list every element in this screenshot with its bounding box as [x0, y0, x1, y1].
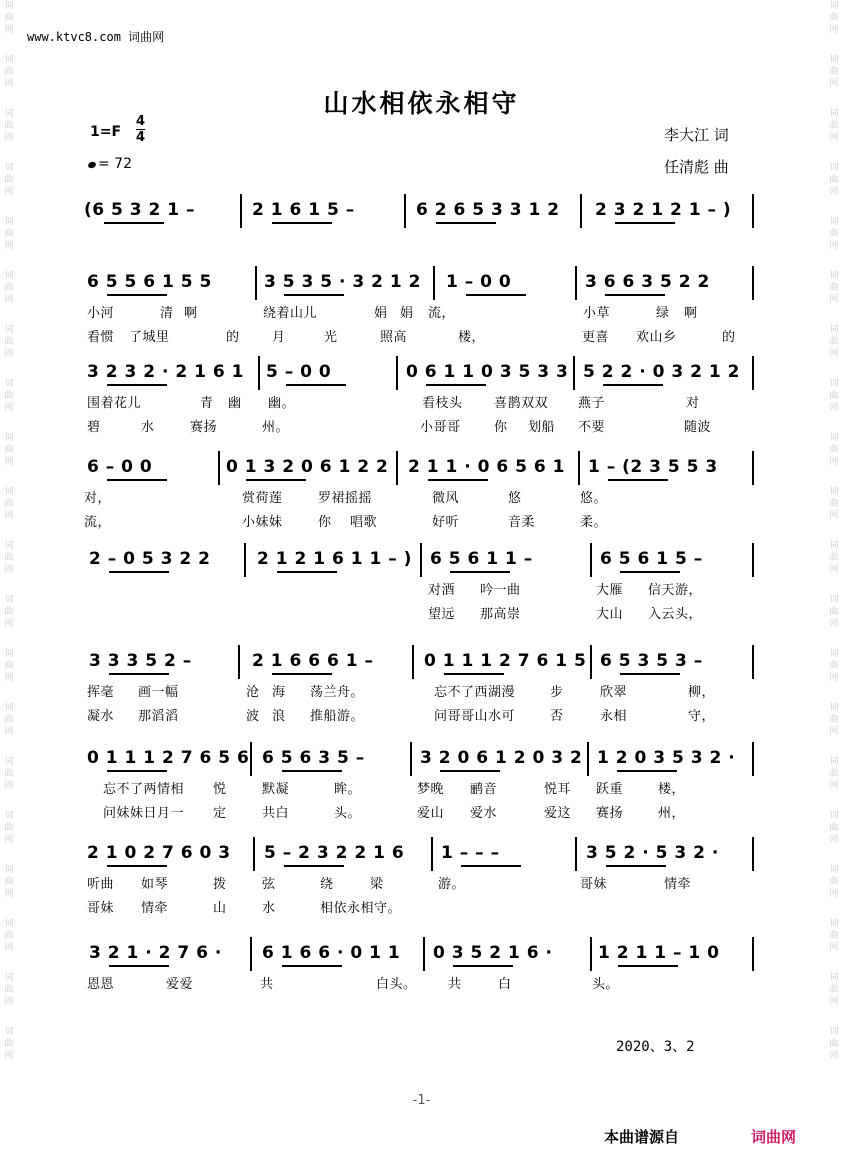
- lyric-verse-1: 弦: [262, 877, 276, 892]
- beam-underline: [605, 294, 665, 296]
- lyric-verse-2: 情牵: [141, 901, 169, 916]
- lyric-verse-2: 不要: [578, 420, 606, 435]
- lyric-verse-2: 头。: [334, 806, 362, 821]
- lyric-verse-2: 水: [141, 420, 155, 435]
- lyric-verse-1: 荡兰舟。: [310, 685, 365, 700]
- lyric-verse-2: 小妹妹: [242, 515, 283, 530]
- measure-notes: 6 5 6 1 5 –: [600, 549, 703, 569]
- measure-notes: 2 1 6 6 6 1 –: [252, 651, 374, 671]
- lyric-verse-2: 推船游。: [310, 709, 365, 724]
- beam-underline: [246, 479, 306, 481]
- bar-line: [423, 937, 425, 971]
- watermark-text: 词 曲 网: [829, 1, 839, 35]
- bar-line: [575, 266, 577, 300]
- site-url[interactable]: www.ktvc8.com 词曲网: [27, 30, 165, 44]
- lyric-verse-2: 守，: [688, 709, 716, 724]
- lyric-verse-2: 山: [213, 901, 227, 916]
- measure-notes: 1 – 0 0: [446, 272, 512, 292]
- bar-line: [752, 266, 754, 300]
- lyric-verse-1: 梦晚: [417, 782, 445, 797]
- lyric-verse-1: 幽。: [268, 396, 296, 411]
- watermark-text: 词 曲 网: [4, 1, 14, 35]
- lyric-verse-2: 碧: [87, 420, 101, 435]
- source-label: 本曲谱源自: [604, 1128, 680, 1146]
- watermark-text: 词 曲 网: [829, 487, 839, 521]
- watermark-text: 词 曲 网: [829, 865, 839, 899]
- lyric-verse-1: 绕着山儿: [263, 306, 318, 321]
- lyric-verse-1: 喜鹊双双: [494, 396, 549, 411]
- lyric-verse-2: 的: [722, 330, 736, 345]
- lyric-verse-1: 流，: [428, 306, 456, 321]
- bar-line: [752, 451, 754, 485]
- watermark-text: 词 曲 网: [829, 1027, 839, 1061]
- bar-line: [590, 543, 592, 577]
- watermark-text: 词 曲 网: [829, 811, 839, 845]
- measure-notes: 1 – – –: [441, 843, 500, 863]
- lyric-verse-2: 州，: [658, 806, 686, 821]
- watermark-text: 词 曲 网: [4, 649, 14, 683]
- bar-line: [258, 356, 260, 390]
- right-watermark-strip: [827, 0, 841, 1172]
- measure-notes: 5 2 2 · 0 3 2 1 2: [583, 362, 740, 382]
- measure-notes: 3 3 3 5 2 –: [89, 651, 192, 671]
- beam-underline: [284, 294, 344, 296]
- beam-underline: [617, 770, 677, 772]
- bar-line: [410, 742, 412, 776]
- watermark-text: 词 曲 网: [4, 433, 14, 467]
- beam-underline: [286, 384, 346, 386]
- beam-underline: [107, 865, 167, 867]
- composition-date: 2020、3、2: [616, 1039, 695, 1055]
- lyric-verse-2: 哥妹: [87, 901, 115, 916]
- beam-underline: [109, 571, 169, 573]
- bar-line: [752, 356, 754, 390]
- watermark-text: 词 曲 网: [4, 595, 14, 629]
- watermark-text: 词 曲 网: [829, 379, 839, 413]
- lyric-verse-2: 那高崇: [480, 607, 521, 622]
- measure-notes: 2 – 0 5 3 2 2: [89, 549, 211, 569]
- lyric-verse-1: 挥毫: [87, 685, 115, 700]
- bar-line: [255, 266, 257, 300]
- lyric-verse-2: 好听: [432, 515, 460, 530]
- lyric-verse-1: 柳，: [688, 685, 716, 700]
- beam-underline: [444, 673, 504, 675]
- watermark-text: 词 曲 网: [4, 217, 14, 251]
- watermark-text: 词 曲 网: [4, 325, 14, 359]
- beam-underline: [107, 770, 167, 772]
- lyric-verse-1: 小草: [583, 306, 611, 321]
- watermark-text: 词 曲 网: [4, 703, 14, 737]
- lyric-verse-2: 大山: [596, 607, 624, 622]
- lyric-verse-1: 娟: [400, 306, 414, 321]
- measure-notes: 6 5 3 5 3 –: [600, 651, 703, 671]
- lyric-verse-1: 共: [448, 977, 462, 992]
- watermark-text: 词 曲 网: [829, 433, 839, 467]
- bar-line: [218, 451, 220, 485]
- bar-line: [752, 837, 754, 871]
- measure-notes: 1 2 0 3 5 3 2 ·: [597, 748, 736, 768]
- lyric-verse-1: 绕: [320, 877, 334, 892]
- measure-notes: 2 1 0 2 7 6 0 3: [87, 843, 231, 863]
- page-number: -1-: [412, 1093, 431, 1108]
- bar-line: [433, 266, 435, 300]
- lyric-verse-2: 光: [324, 330, 338, 345]
- lyric-verse-1: 啊: [184, 306, 198, 321]
- measure-notes: 2 1 6 1 5 –: [252, 200, 355, 220]
- lyric-verse-2: 月: [272, 330, 286, 345]
- watermark-text: 词 曲 网: [829, 217, 839, 251]
- bar-line: [752, 742, 754, 776]
- watermark-text: 词 曲 网: [4, 973, 14, 1007]
- watermark-text: 词 曲 网: [4, 379, 14, 413]
- watermark-text: 词 曲 网: [829, 109, 839, 143]
- lyric-verse-1: 大雁: [596, 583, 624, 598]
- lyricist: 李大江 词: [664, 126, 729, 144]
- beam-underline: [608, 479, 668, 481]
- beam-underline: [107, 294, 167, 296]
- measure-notes: 0 1 1 1 2 7 6 1 5: [424, 651, 587, 671]
- measure-notes: 3 5 3 5 · 3 2 1 2: [264, 272, 421, 292]
- beam-underline: [615, 222, 675, 224]
- lyric-verse-1: 绿: [656, 306, 670, 321]
- tempo-marking: [88, 156, 132, 172]
- measure-notes: 5 – 0 0: [266, 362, 332, 382]
- beam-underline: [620, 673, 680, 675]
- composer: 任清彪 曲: [664, 158, 729, 176]
- lyric-verse-2: 波: [246, 709, 260, 724]
- measure-notes: 6 5 6 1 1 –: [430, 549, 533, 569]
- lyric-verse-2: 你: [318, 515, 332, 530]
- key-signature: 1=F: [90, 124, 122, 140]
- bar-line: [412, 645, 414, 679]
- lyric-verse-2: 相依永相守。: [320, 901, 402, 916]
- lyric-verse-1: 拨: [213, 877, 227, 892]
- measure-notes: 0 6 1 1 0 3 5 3 3: [406, 362, 569, 382]
- measure-notes: 3 6 6 3 5 2 2: [585, 272, 710, 292]
- watermark-text: 词 曲 网: [829, 163, 839, 197]
- beam-underline: [440, 770, 500, 772]
- lyric-verse-2: 了城里: [129, 330, 170, 345]
- lyric-verse-1: 罗裙摇摇: [318, 491, 373, 506]
- watermark-text: 词 曲 网: [4, 1027, 14, 1061]
- watermark-text: 词 曲 网: [4, 541, 14, 575]
- lyric-verse-1: 欣翠: [600, 685, 628, 700]
- beam-underline: [284, 865, 344, 867]
- lyric-verse-2: 爱水: [470, 806, 498, 821]
- lyric-verse-2: 赛扬: [190, 420, 218, 435]
- lyric-verse-2: 爱这: [544, 806, 572, 821]
- measure-notes: 0 1 1 1 2 7 6 5 6: [87, 748, 250, 768]
- watermark-text: 词 曲 网: [829, 541, 839, 575]
- lyric-verse-1: 娟: [374, 306, 388, 321]
- bar-line: [404, 194, 406, 228]
- beam-underline: [466, 294, 526, 296]
- measure-notes: 6 5 5 6 1 5 5: [87, 272, 212, 292]
- time-signature-bottom: 4: [136, 130, 146, 145]
- measure-notes: 0 1 3 2 0 6 1 2 2: [226, 457, 389, 477]
- source-site-link[interactable]: 词曲网: [751, 1128, 797, 1146]
- lyric-verse-1: 悦耳: [544, 782, 572, 797]
- left-watermark-strip: [2, 0, 16, 1172]
- lyric-verse-1: 哥妹: [580, 877, 608, 892]
- beam-underline: [461, 865, 521, 867]
- measure-notes: 2 3 2 1 2 1 – ): [595, 200, 732, 220]
- bar-line: [587, 742, 589, 776]
- watermark-text: 词 曲 网: [4, 919, 14, 953]
- lyric-verse-1: 信天游，: [648, 583, 703, 598]
- beam-underline: [277, 571, 337, 573]
- tempo-value: = 72: [98, 156, 132, 172]
- lyric-verse-2: 否: [550, 709, 564, 724]
- lyric-verse-1: 悦: [213, 782, 227, 797]
- lyric-verse-1: 啊: [684, 306, 698, 321]
- beam-underline: [603, 384, 663, 386]
- measure-notes: 6 2 6 5 3 3 1 2: [416, 200, 560, 220]
- lyric-verse-1: 燕子: [578, 396, 606, 411]
- lyric-verse-2: 更喜: [582, 330, 610, 345]
- bar-line: [253, 837, 255, 871]
- lyric-verse-1: 听曲: [87, 877, 115, 892]
- lyric-verse-2: 凝水: [87, 709, 115, 724]
- watermark-text: 词 曲 网: [4, 865, 14, 899]
- lyric-verse-1: 清: [160, 306, 174, 321]
- lyric-verse-2: 柔。: [580, 515, 608, 530]
- measure-notes: 2 1 1 · 0 6 5 6 1: [408, 457, 565, 477]
- watermark-text: 词 曲 网: [4, 757, 14, 791]
- watermark-text: 词 曲 网: [829, 973, 839, 1007]
- watermark-text: 词 曲 网: [829, 919, 839, 953]
- measure-notes: (6 5 3 2 1 –: [84, 200, 196, 220]
- bar-line: [244, 543, 246, 577]
- measure-notes: 2 1 2 1 6 1 1 – ): [257, 549, 412, 569]
- bar-line: [396, 451, 398, 485]
- lyric-verse-1: 忘不了两情相: [103, 782, 185, 797]
- lyric-verse-2: 入云头，: [648, 607, 703, 622]
- watermark-text: 词 曲 网: [4, 487, 14, 521]
- watermark-text: 词 曲 网: [829, 325, 839, 359]
- measure-notes: 6 1 6 6 · 0 1 1: [262, 943, 401, 963]
- lyric-verse-1: 头。: [592, 977, 620, 992]
- watermark-text: 词 曲 网: [4, 811, 14, 845]
- watermark-text: 词 曲 网: [829, 55, 839, 89]
- lyric-verse-2: 流，: [84, 515, 112, 530]
- bar-line: [590, 645, 592, 679]
- lyric-verse-2: 永相: [600, 709, 628, 724]
- beam-underline: [618, 965, 678, 967]
- bar-line: [238, 645, 240, 679]
- lyric-verse-1: 梁: [370, 877, 384, 892]
- lyric-verse-1: 鹂音: [470, 782, 498, 797]
- lyric-verse-2: 音柔: [508, 515, 536, 530]
- beam-underline: [436, 222, 496, 224]
- beam-underline: [109, 965, 169, 967]
- measure-notes: 1 2 1 1 – 1 0: [598, 943, 720, 963]
- bar-line: [578, 451, 580, 485]
- bar-line: [752, 194, 754, 228]
- watermark-text: 词 曲 网: [4, 163, 14, 197]
- lyric-verse-2: 的: [226, 330, 240, 345]
- lyric-verse-2: 唱歌: [350, 515, 378, 530]
- bar-line: [431, 837, 433, 871]
- bar-line: [580, 194, 582, 228]
- bar-line: [250, 937, 252, 971]
- lyric-verse-1: 沧: [246, 685, 260, 700]
- lyric-verse-2: 问妹妹日月一: [103, 806, 185, 821]
- lyric-verse-1: 围着花儿: [87, 396, 142, 411]
- watermark-text: 词 曲 网: [4, 109, 14, 143]
- lyric-verse-1: 步: [550, 685, 564, 700]
- bar-line: [396, 356, 398, 390]
- lyric-verse-1: 情牵: [664, 877, 692, 892]
- lyric-verse-1: 恩恩: [87, 977, 115, 992]
- watermark-text: 词 曲 网: [4, 271, 14, 305]
- lyric-verse-2: 赛扬: [596, 806, 624, 821]
- bar-line: [575, 837, 577, 871]
- lyric-verse-1: 悠。: [580, 491, 608, 506]
- watermark-text: 词 曲 网: [829, 649, 839, 683]
- lyric-verse-1: 共: [260, 977, 274, 992]
- lyric-verse-2: 楼，: [458, 330, 486, 345]
- lyric-verse-2: 浪: [272, 709, 286, 724]
- beam-underline: [272, 673, 332, 675]
- lyric-verse-2: 看惯: [87, 330, 115, 345]
- lyric-verse-1: 悠: [508, 491, 522, 506]
- bar-line: [250, 742, 252, 776]
- lyric-verse-2: 定: [213, 806, 227, 821]
- lyric-verse-2: 那滔滔: [138, 709, 179, 724]
- lyric-verse-1: 赏荷莲: [242, 491, 283, 506]
- beam-underline: [104, 222, 164, 224]
- beam-underline: [282, 770, 342, 772]
- lyric-verse-1: 微风: [432, 491, 460, 506]
- time-signature-top: 4: [136, 114, 146, 129]
- lyric-verse-1: 白头。: [376, 977, 417, 992]
- lyric-verse-1: 如琴: [141, 877, 169, 892]
- lyric-verse-2: 小哥哥: [420, 420, 461, 435]
- lyric-verse-1: 画一幅: [138, 685, 179, 700]
- lyric-verse-2: 照高: [380, 330, 408, 345]
- lyric-verse-2: 问哥哥山水可: [434, 709, 516, 724]
- measure-notes: 1 – (2 3 5 5 3: [588, 457, 718, 477]
- lyric-verse-1: 跃重: [596, 782, 624, 797]
- lyric-verse-2: 水: [262, 901, 276, 916]
- beam-underline: [272, 222, 332, 224]
- bar-line: [420, 543, 422, 577]
- watermark-text: 词 曲 网: [829, 595, 839, 629]
- beam-underline: [620, 571, 680, 573]
- lyric-verse-2: 共白: [262, 806, 290, 821]
- lyric-verse-1: 默凝: [262, 782, 290, 797]
- lyric-verse-2: 划船: [528, 420, 556, 435]
- bar-line: [240, 194, 242, 228]
- lyric-verse-1: 白: [498, 977, 512, 992]
- watermark-text: 词 曲 网: [829, 757, 839, 791]
- lyric-verse-1: 看枝头: [422, 396, 463, 411]
- bar-line: [752, 937, 754, 971]
- lyric-verse-1: 游。: [438, 877, 466, 892]
- measure-notes: 3 2 3 2 · 2 1 6 1: [87, 362, 244, 382]
- lyric-verse-1: 青: [200, 396, 214, 411]
- beam-underline: [428, 479, 488, 481]
- lyric-verse-1: 海: [272, 685, 286, 700]
- page-title: 山水相依永相守: [323, 89, 520, 118]
- lyric-verse-2: 爱山: [417, 806, 445, 821]
- watermark-text: 词 曲 网: [829, 271, 839, 305]
- beam-underline: [107, 479, 167, 481]
- lyric-verse-2: 随波: [684, 420, 712, 435]
- measure-notes: 5 – 2 3 2 2 1 6: [264, 843, 405, 863]
- measure-notes: 3 2 0 6 1 2 0 3 2: [420, 748, 583, 768]
- bar-line: [590, 937, 592, 971]
- beam-underline: [450, 571, 510, 573]
- measure-notes: 3 2 1 · 2 7 6 ·: [89, 943, 222, 963]
- measure-notes: 0 3 5 2 1 6 ·: [433, 943, 553, 963]
- lyric-verse-1: 对，: [84, 491, 112, 506]
- lyric-verse-1: 幽: [228, 396, 242, 411]
- measure-notes: 3 5 2 · 5 3 2 ·: [586, 843, 719, 863]
- bar-line: [752, 645, 754, 679]
- time-signature: [136, 114, 145, 145]
- watermark-text: 词 曲 网: [829, 703, 839, 737]
- beam-underline: [107, 384, 167, 386]
- lyric-verse-1: 对酒: [428, 583, 456, 598]
- beam-underline: [282, 965, 342, 967]
- watermark-text: 词 曲 网: [4, 55, 14, 89]
- bar-line: [573, 356, 575, 390]
- lyric-verse-1: 小河: [87, 306, 115, 321]
- lyric-verse-2: 望远: [428, 607, 456, 622]
- measure-notes: 6 – 0 0: [87, 457, 153, 477]
- lyric-verse-1: 忘不了西湖漫: [434, 685, 516, 700]
- quarter-note-icon: [87, 161, 97, 169]
- lyric-verse-2: 欢山乡: [636, 330, 677, 345]
- measure-notes: 6 5 6 3 5 –: [262, 748, 365, 768]
- lyric-verse-2: 州。: [262, 420, 290, 435]
- beam-underline: [109, 673, 169, 675]
- lyric-verse-1: 对: [686, 396, 700, 411]
- beam-underline: [426, 384, 486, 386]
- lyric-verse-1: 爱爱: [166, 977, 194, 992]
- lyric-verse-1: 吟一曲: [480, 583, 521, 598]
- lyric-verse-1: 眸。: [334, 782, 362, 797]
- beam-underline: [606, 865, 666, 867]
- bar-line: [752, 543, 754, 577]
- lyric-verse-1: 楼，: [658, 782, 686, 797]
- lyric-verse-2: 你: [494, 420, 508, 435]
- beam-underline: [453, 965, 513, 967]
